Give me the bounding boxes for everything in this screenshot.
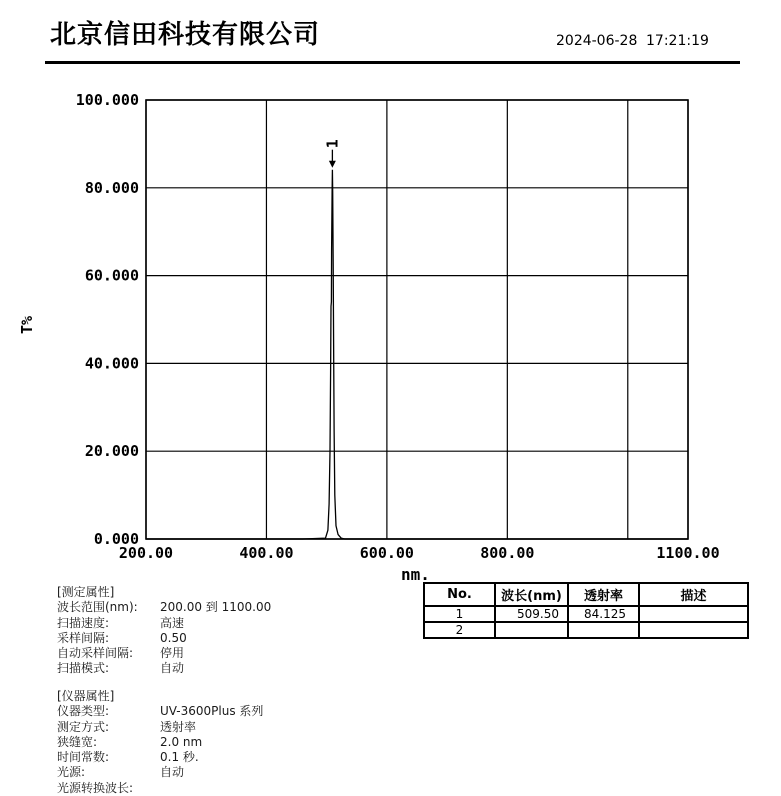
instrument-property-row-label: 光源:: [57, 765, 86, 780]
instrument-property-row: [57, 704, 263, 719]
x-tick-label: 200.00: [118, 544, 174, 562]
peak-table-cell: [568, 622, 639, 638]
measurement-property-row-value: 200.00 到 1100.00: [160, 600, 272, 615]
instrument-property-row-label: 光源转换波长:: [57, 780, 134, 795]
measurement-properties-title: [测定属性]: [57, 585, 115, 599]
peak-table-col-header: 波长(nm): [495, 583, 568, 606]
measurement-property-row-label: 扫描模式:: [57, 661, 110, 676]
peak-table-cell: 509.50: [495, 606, 568, 622]
measurement-property-row-label: 自动采样间隔:: [57, 646, 134, 661]
measurement-property-row-value: 高速: [160, 615, 185, 630]
peak-table-cell: 1: [424, 606, 495, 622]
measurement-property-row-label: 采样间隔:: [57, 630, 110, 645]
peak-table-row: [424, 606, 748, 622]
instrument-property-row-label: 仪器类型:: [57, 704, 110, 719]
instrument-property-row: [57, 781, 263, 796]
measurement-property-row: [57, 661, 271, 676]
peak-results-table: [423, 582, 749, 639]
y-tick-label: 60.000: [84, 266, 139, 285]
instrument-properties-title: [仪器属性]: [57, 689, 115, 703]
peak-table-col-header: No.: [424, 583, 495, 606]
measurement-property-row-value: 自动: [160, 661, 185, 676]
report-date: 2024-06-28: [556, 33, 638, 49]
peak-table-cell: [495, 622, 568, 638]
measurement-property-row: [57, 646, 271, 661]
x-tick-label: 600.00: [359, 544, 414, 562]
instrument-property-row-value: 0.1 秒.: [160, 750, 199, 765]
instrument-property-row-value: 2.0 nm: [160, 734, 203, 749]
peak-table-cell: [639, 622, 748, 638]
instrument-property-row: [57, 735, 263, 750]
y-axis-unit-label: T%: [18, 315, 36, 334]
peak-table-row: [424, 622, 748, 638]
instrument-properties-block: [57, 689, 263, 796]
peak-table-col-header: 描述: [639, 583, 748, 606]
y-tick-label: 80.000: [84, 178, 139, 197]
x-tick-label: 1100.00: [656, 544, 720, 562]
measurement-property-row: [57, 616, 271, 631]
spectrum-curve: [146, 170, 688, 539]
instrument-property-row-value: 自动: [160, 765, 185, 780]
x-tick-label: 400.00: [239, 544, 294, 562]
instrument-property-row-label: 测定方式:: [57, 719, 110, 734]
company-title: 北京信田科技有限公司: [50, 20, 321, 49]
instrument-property-row: [57, 750, 263, 765]
instrument-property-row: [57, 765, 263, 780]
plot-border: [146, 100, 688, 539]
peak-table-header: [424, 583, 748, 606]
instrument-property-row: [57, 720, 263, 735]
peak-table-cell: 2: [424, 622, 495, 638]
measurement-property-row-value: 0.50: [160, 630, 187, 645]
peak-arrow-head: [329, 161, 336, 168]
measurement-property-row-label: 扫描速度:: [57, 615, 110, 630]
instrument-property-row-label: 狭缝宽:: [57, 734, 98, 749]
instrument-property-row-label: 时间常数:: [57, 750, 110, 765]
measurement-property-row: [57, 631, 271, 646]
y-tick-label: 0.000: [93, 530, 139, 548]
y-tick-label: 100.000: [75, 91, 139, 109]
instrument-properties-rows: [57, 704, 263, 796]
measurement-properties-block: [57, 585, 271, 677]
peak-table-col-header: 透射率: [568, 583, 639, 606]
peak-table-cell: [639, 606, 748, 622]
measurement-property-row-value: 停用: [160, 646, 185, 661]
peak-table-cell: 84.125: [568, 606, 639, 622]
peak-annotation-label: 1: [323, 139, 342, 149]
measurement-property-row: [57, 600, 271, 615]
x-axis-unit-label: nm.: [401, 565, 430, 584]
report-time: 17:21:19: [646, 33, 709, 49]
instrument-property-row-value: UV-3600Plus 系列: [160, 704, 264, 719]
y-tick-label: 40.000: [84, 354, 139, 373]
x-tick-label: 800.00: [480, 544, 535, 562]
measurement-properties-rows: [57, 600, 271, 676]
y-tick-label: 20.000: [84, 442, 139, 461]
instrument-property-row-value: 透射率: [160, 719, 197, 734]
measurement-property-row-label: 波长范围(nm):: [57, 600, 138, 615]
